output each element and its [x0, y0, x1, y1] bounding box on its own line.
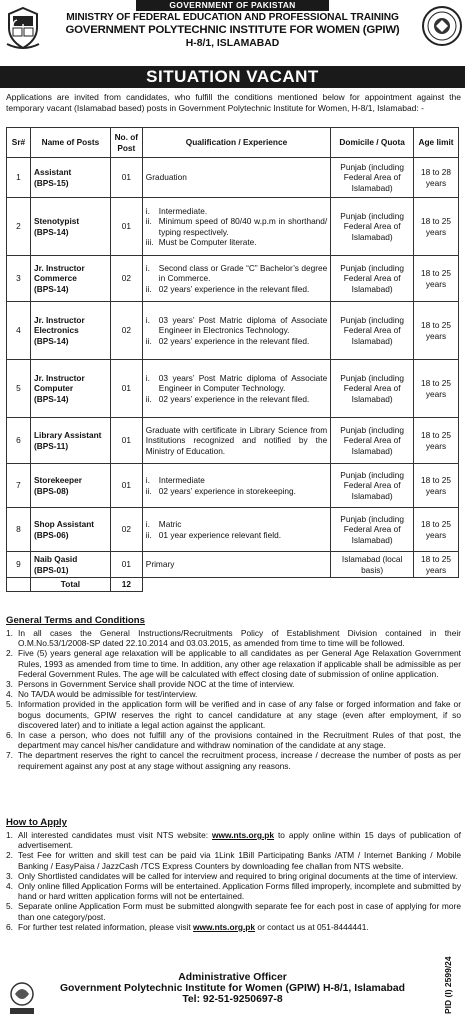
- total-row: [7, 578, 459, 592]
- terms-item-number: 7.: [6, 750, 13, 761]
- how-to-apply-item: [6, 901, 461, 921]
- qualification-item: [146, 284, 327, 294]
- cell-sr: 3: [7, 256, 31, 302]
- terms-item: [6, 679, 461, 689]
- terms-item: [6, 730, 461, 750]
- cell-domicile: Punjab (including Federal Area of Islamabad): [331, 508, 414, 552]
- col-header-age: Age limit: [414, 128, 459, 158]
- terms-title: General Terms and Conditions: [6, 615, 145, 626]
- qualification-numeral: i.: [145, 315, 150, 326]
- cell-age: 18 to 25 years: [414, 360, 459, 418]
- footer-officer: Administrative Officer: [178, 972, 287, 983]
- qualification-item: [146, 373, 327, 394]
- footer-institute: Government Polytechnic Institute for Women (GPIW) H-8/1, Islamabad: [59, 983, 406, 994]
- qualification-item: [146, 263, 327, 284]
- qualification-text: Must be Computer literate.: [158, 236, 257, 247]
- terms-item: [6, 648, 461, 679]
- post-name: Naib Qasid: [33, 554, 78, 565]
- how-to-apply-number: 5.: [6, 901, 13, 912]
- table-row: [7, 464, 459, 508]
- terms-item-number: 2.: [6, 648, 13, 659]
- pid-number: PID (I) 2599/24: [443, 956, 453, 1014]
- cell-age: 18 to 25 years: [414, 302, 459, 360]
- cell-age: 18 to 25 years: [414, 418, 459, 464]
- situation-vacant-banner: SITUATION VACANT: [0, 66, 465, 88]
- cell-no: 01: [110, 158, 142, 198]
- terms-section: [6, 615, 461, 771]
- post-bps: (BPS-14): [33, 335, 69, 346]
- col-header-no: No. of Post: [110, 128, 142, 158]
- cell-sr: 4: [7, 302, 31, 360]
- post-bps: (BPS-11): [33, 440, 69, 451]
- nts-website-link[interactable]: www.nts.org.pk: [193, 921, 256, 932]
- terms-item-number: 5.: [6, 699, 13, 710]
- qualification-text: 02 years’ experience in the relevant filed.: [158, 335, 310, 346]
- post-bps: (BPS-14): [33, 393, 69, 404]
- qualification-numeral: i.: [145, 475, 150, 486]
- institute-location: H-8/1, ISLAMABAD: [185, 38, 280, 49]
- terms-item-text: Persons in Government Service shall provide NOC at the time of interview.: [18, 679, 295, 690]
- cell-domicile: Islamabad (local basis): [331, 552, 414, 578]
- post-bps: (BPS-14): [33, 283, 69, 294]
- cell-post: [30, 302, 110, 360]
- qualification-item: [146, 336, 327, 346]
- post-name: Jr. Instructor Commerce: [33, 263, 85, 284]
- cell-no: 01: [110, 464, 142, 508]
- qualification-item: [146, 315, 327, 336]
- cell-sr: 8: [7, 508, 31, 552]
- header: [0, 0, 465, 66]
- cell-sr: 9: [7, 552, 31, 578]
- cell-post: [30, 198, 110, 256]
- table-row: [7, 256, 459, 302]
- table-row: [7, 158, 459, 198]
- col-header-qualification: Qualification / Experience: [142, 128, 330, 158]
- qualification-numeral: ii.: [145, 216, 152, 227]
- cell-sr: 5: [7, 360, 31, 418]
- cell-qualification: [142, 360, 330, 418]
- gpiw-seal-icon: [421, 4, 463, 48]
- col-header-name: Name of Posts: [30, 128, 110, 158]
- cell-domicile: Punjab (including Federal Area of Islamabad): [331, 360, 414, 418]
- vacancy-table: [6, 127, 459, 592]
- cell-qualification: [142, 158, 330, 198]
- qualification-text: Minimum speed of 80/40 w.p.m in shorthand/ typing respectively.: [158, 216, 328, 237]
- how-to-apply-text: [18, 830, 461, 850]
- cell-age: 18 to 28 years: [414, 158, 459, 198]
- how-to-apply-text-pre: Separate online Application Form must be submitted alongwith separate fee for each post in case of applying for more than one category/post.: [18, 901, 461, 922]
- how-to-apply-text-post: to apply online within 15 days of publication of advertisement.: [18, 830, 461, 851]
- post-bps: (BPS-01): [33, 564, 69, 575]
- qualification-numeral: i.: [145, 519, 150, 530]
- terms-item: [6, 689, 461, 699]
- cell-domicile: Punjab (including Federal Area of Islamabad): [331, 418, 414, 464]
- cell-qualification: [142, 552, 330, 578]
- institute-title: GOVERNMENT POLYTECHNIC INSTITUTE FOR WOMEN (GPIW): [65, 24, 400, 36]
- qualification-numeral: ii.: [145, 529, 152, 540]
- total-value: 12: [110, 578, 142, 592]
- how-to-apply-text-pre: For further test related information, please visit: [18, 921, 194, 932]
- cell-no: 01: [110, 198, 142, 256]
- how-to-apply-number: 2.: [6, 850, 13, 861]
- how-to-apply-text: [18, 901, 461, 921]
- footer-tel: Tel: 92-51-9250697-8: [182, 994, 283, 1005]
- post-name: Library Assistant: [33, 430, 102, 441]
- cell-age: 18 to 25 years: [414, 256, 459, 302]
- qualification-item: [146, 394, 327, 404]
- how-to-apply-title: How to Apply: [6, 817, 67, 828]
- qualification-text: Second class or Grade “C” Bachelor’s degree in Commerce.: [158, 263, 328, 284]
- post-bps: (BPS-14): [33, 226, 69, 237]
- terms-item-text: Five (5) years general age relaxation will be applicable to all candidates as per General Age Relaxation Government Rules, 1993 as amended from time to time. In addition, any other age relaxation if applicable shall be admissible as per Federal Government Rules. The age will be calculated with effect closing date of submission of online application.: [18, 648, 461, 679]
- post-name: Jr. Instructor Electronics: [33, 315, 85, 336]
- cell-qualification: [142, 198, 330, 256]
- table-row: [7, 360, 459, 418]
- cell-sr: 1: [7, 158, 31, 198]
- cell-no: 01: [110, 552, 142, 578]
- qualification-numeral: i.: [145, 205, 150, 216]
- terms-item-number: 3.: [6, 679, 13, 690]
- post-bps: (BPS-08): [33, 485, 69, 496]
- qualification-numeral: ii.: [145, 335, 152, 346]
- cell-domicile: Punjab (including Federal Area of Islamabad): [331, 464, 414, 508]
- cell-domicile: Punjab (including Federal Area of Islamabad): [331, 256, 414, 302]
- qualification-text: 01 year experience relevant field.: [158, 529, 282, 540]
- how-to-apply-number: 6.: [6, 921, 13, 932]
- post-name: Assistant: [33, 167, 72, 178]
- total-label: Total: [30, 578, 110, 592]
- cell-age: 18 to 25 years: [414, 552, 459, 578]
- post-name: Shop Assistant: [33, 519, 95, 530]
- qualification-text: 02 years’ experience in the relevant filed.: [158, 393, 310, 404]
- terms-list: [6, 628, 461, 771]
- terms-item-number: 6.: [6, 730, 13, 741]
- qualification-numeral: i.: [145, 263, 150, 274]
- how-to-apply-item: [6, 922, 461, 932]
- cell-domicile: Punjab (including Federal Area of Islamabad): [331, 158, 414, 198]
- terms-item-text: Information provided in the application form will be verified and in case of any false or forged information and fake or bogus documents, GPIW reserves the right to cancel candidature at any stage (even after employment, if so discovered later) and to initiate a legal action against the applicant.: [18, 699, 461, 730]
- table-header-row: [7, 128, 459, 158]
- how-to-apply-text-pre: Only Shortlisted candidates will be called for interview and required to bring original documents at the time of interview.: [18, 870, 458, 881]
- cell-post: [30, 464, 110, 508]
- qualification-item: [146, 237, 327, 247]
- how-to-apply-text-pre: Only online filled Application Forms will be entertained. Application Forms filled improperly, incomplete and submitted by hand or hard written application forms will not be entertained.: [18, 881, 462, 902]
- qualification-numeral: ii.: [145, 485, 152, 496]
- cell-post: [30, 256, 110, 302]
- table-row: [7, 198, 459, 256]
- how-to-apply-text: [18, 850, 461, 870]
- footer: [0, 972, 465, 1005]
- cell-sr: 6: [7, 418, 31, 464]
- how-to-apply-text: [18, 881, 461, 901]
- cell-post: [30, 508, 110, 552]
- cell-domicile: Punjab (including Federal Area of Islamabad): [331, 302, 414, 360]
- cell-no: 02: [110, 302, 142, 360]
- table-row: [7, 508, 459, 552]
- qualification-item: [146, 216, 327, 237]
- qualification-item: [146, 206, 327, 216]
- intro-paragraph: Applications are invited from candidates, who fulfill the conditions mentioned below for appointment against the temporary vacant (Islamabad based) posts in Government Polytechnic Institute for Women, H-8/1, Islamabad: -: [6, 92, 461, 113]
- terms-item-number: 4.: [6, 689, 13, 700]
- cell-qualification: [142, 508, 330, 552]
- qualification-text: Graduation: [145, 172, 187, 183]
- qualification-numeral: i.: [145, 373, 150, 384]
- cell-domicile: Punjab (including Federal Area of Islamabad): [331, 198, 414, 256]
- post-bps: (BPS-15): [33, 177, 69, 188]
- cell-qualification: [142, 418, 330, 464]
- cell-no: 01: [110, 360, 142, 418]
- ministry-title: MINISTRY OF FEDERAL EDUCATION AND PROFESSIONAL TRAINING: [66, 12, 399, 23]
- qualification-numeral: iii.: [145, 236, 154, 247]
- terms-item-text: In case a person, who does not fulfill any of the provisions contained in the Recruitment Rules of that post, the department may cancel his/her candidature and withdraw nomination of the candidate at any stage.: [18, 730, 461, 751]
- post-name: Jr. Instructor Computer: [33, 373, 85, 394]
- qualification-numeral: ii.: [145, 393, 152, 404]
- how-to-apply-text: [18, 871, 461, 881]
- terms-item-text: In all cases the General Instructions/Recruitments Policy of Establishment Division contained in their O.M.No.53/1/2008-SP dated 22.10.2014 and 03.03.2015, as amended from time to time will be followed.: [18, 628, 461, 649]
- qualification-text: Graduate with certificate in Library Science from Institutions recognized and notified by the Ministry of Education.: [145, 425, 328, 456]
- nts-website-link[interactable]: www.nts.org.pk: [212, 830, 275, 840]
- terms-item-number: 1.: [6, 628, 13, 638]
- government-label: GOVERNMENT OF PAKISTAN: [136, 0, 329, 11]
- qualification-text: Primary: [145, 559, 175, 570]
- cell-post: [30, 418, 110, 464]
- cell-age: 18 to 25 years: [414, 198, 459, 256]
- how-to-apply-text-pre: Test Fee for written and skill test can be paid via 1Link 1Bill Participating Banks /ATM / Internet Banking / Mobile Banking / EasyPaisa / JazzCash /TCS Express Counters by downloading fee challan from NTS website.: [18, 850, 461, 871]
- how-to-apply-number: 1.: [6, 830, 13, 840]
- qualification-text: 03 years’ Post Matric diploma of Associate Engineer in Electronics Technology.: [158, 315, 328, 336]
- terms-item: [6, 628, 461, 648]
- how-to-apply-number: 3.: [6, 870, 13, 881]
- how-to-apply-number: 4.: [6, 881, 13, 892]
- terms-item: [6, 699, 461, 730]
- qualification-text: Intermediate.: [158, 205, 208, 216]
- qualification-text: Intermediate: [158, 475, 205, 486]
- cell-post: [30, 158, 110, 198]
- how-to-apply-text: [18, 922, 461, 932]
- terms-item: [6, 750, 461, 770]
- col-header-domicile: Domicile / Quota: [331, 128, 414, 158]
- terms-item-text: The department reserves the right to cancel the recruitment process, increase / decrease the number of posts as per requirement against any post at any stage without assigning any reasons.: [18, 750, 461, 771]
- cell-post: [30, 552, 110, 578]
- cell-qualification: [142, 464, 330, 508]
- cell-sr: 7: [7, 464, 31, 508]
- cell-age: 18 to 25 years: [414, 508, 459, 552]
- cell-qualification: [142, 302, 330, 360]
- how-to-apply-item: [6, 830, 461, 850]
- post-name: Storekeeper: [33, 475, 82, 486]
- cell-no: 02: [110, 508, 142, 552]
- how-to-apply-text-pre: All interested candidates must visit NTS website:: [18, 830, 212, 840]
- qualification-item: [146, 475, 327, 485]
- qualification-numeral: ii.: [145, 283, 152, 294]
- cell-sr: 2: [7, 198, 31, 256]
- terms-item-text: No TA/DA would be admissible for test/interview.: [18, 689, 198, 700]
- qualification-item: [146, 530, 327, 540]
- qualification-item: [146, 519, 327, 529]
- how-to-apply-item: [6, 871, 461, 881]
- qualification-text: Matric: [158, 519, 182, 530]
- cell-no: 01: [110, 418, 142, 464]
- table-row: [7, 302, 459, 360]
- how-to-apply-list: [6, 830, 461, 932]
- how-to-apply-text-post: or contact us at 051-8444441.: [255, 921, 369, 932]
- col-header-sr: Sr#: [7, 128, 31, 158]
- how-to-apply-item: [6, 850, 461, 870]
- table-row: [7, 418, 459, 464]
- how-to-apply-item: [6, 881, 461, 901]
- post-name: Stenotypist: [33, 216, 80, 227]
- qualification-text: 02 years’ experience in storekeeping.: [158, 485, 296, 496]
- cell-qualification: [142, 256, 330, 302]
- cell-post: [30, 360, 110, 418]
- post-bps: (BPS-06): [33, 529, 69, 540]
- qualification-text: 03 years’ Post Matric diploma of Associate Engineer in Computer Technology.: [158, 373, 328, 394]
- table-row: [7, 552, 459, 578]
- qualification-text: 02 years’ experience in the relevant filed.: [158, 283, 310, 294]
- cell-no: 02: [110, 256, 142, 302]
- how-to-apply-section: [6, 817, 461, 932]
- cell-age: 18 to 25 years: [414, 464, 459, 508]
- qualification-item: [146, 486, 327, 496]
